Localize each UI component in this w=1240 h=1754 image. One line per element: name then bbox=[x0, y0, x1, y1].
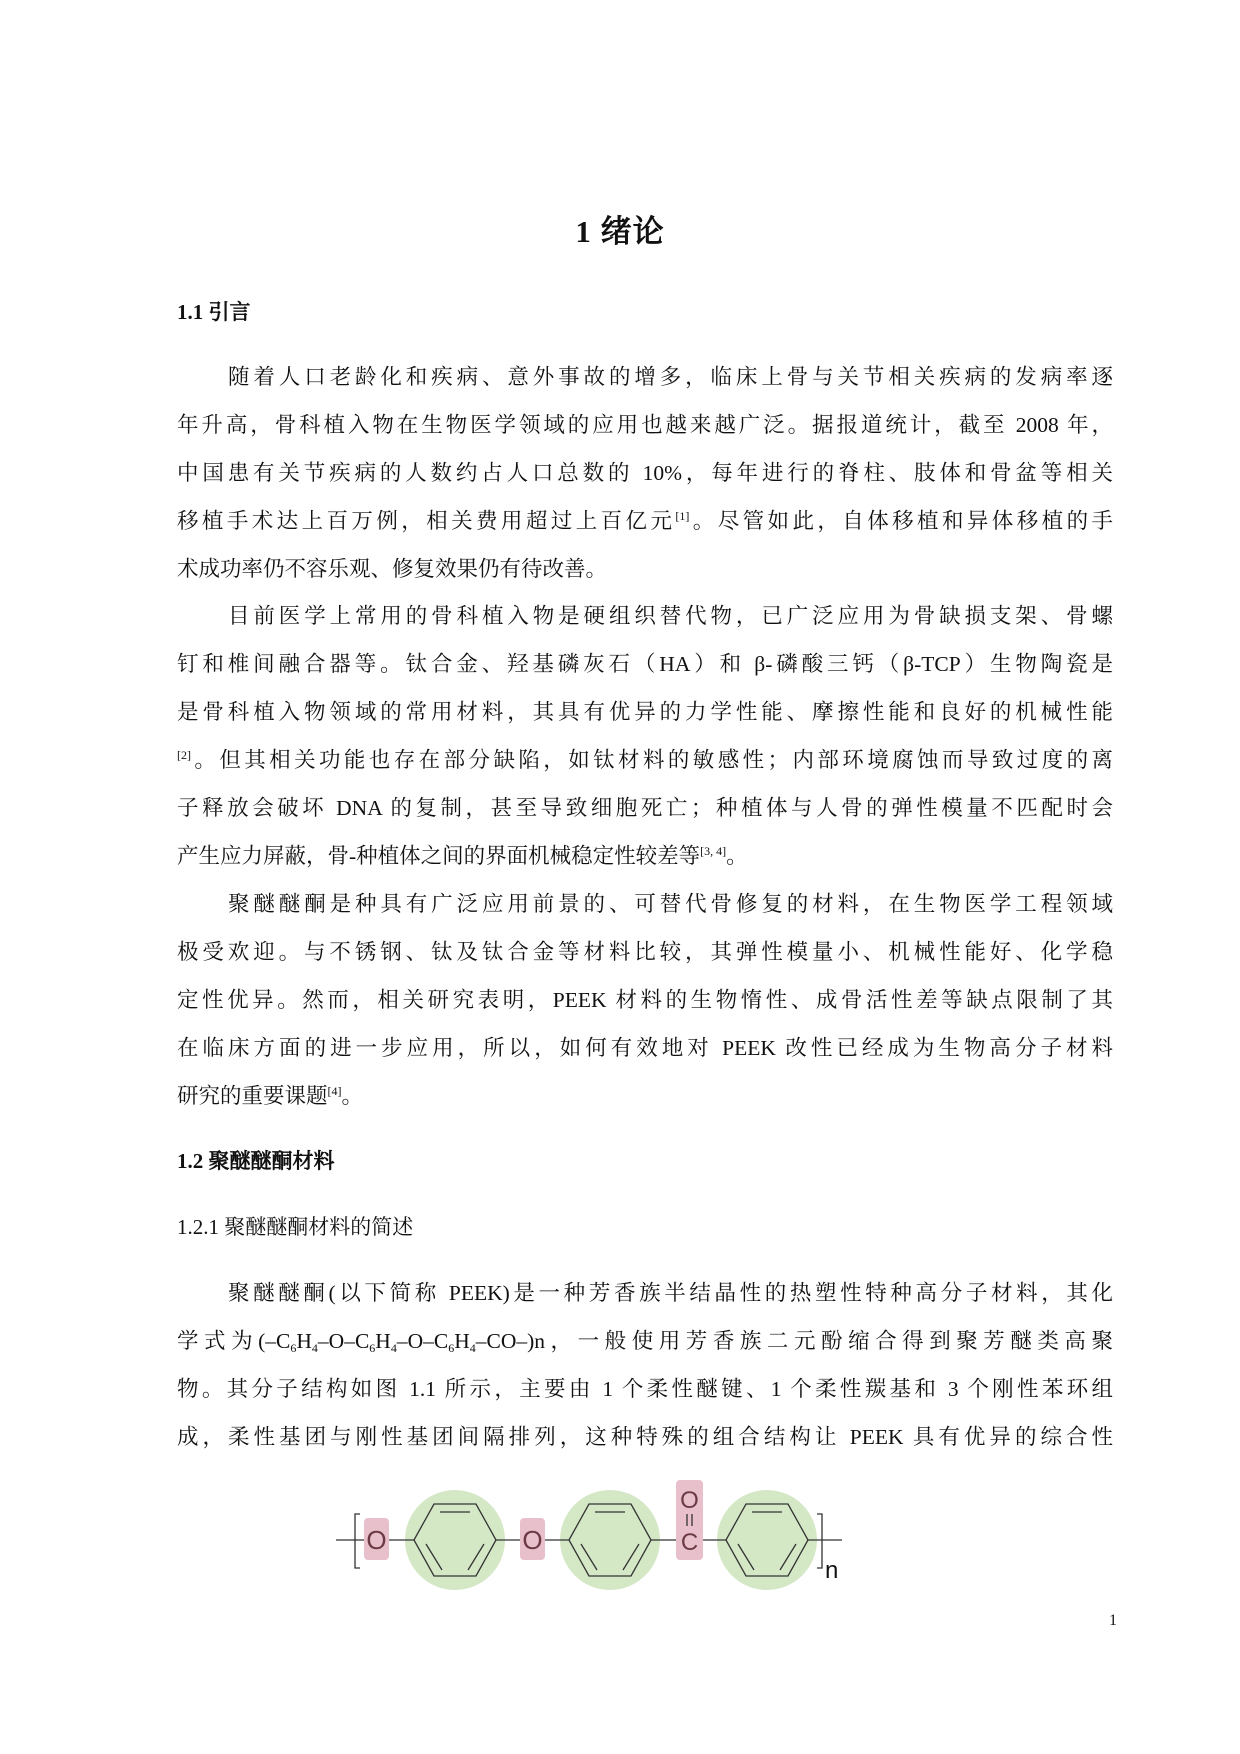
text-line bbox=[177, 1079, 1113, 1110]
carbonyl-oxygen-atom: O bbox=[680, 1487, 699, 1514]
peek-structure-figure bbox=[330, 1460, 930, 1600]
carbonyl-carbon-atom: C bbox=[680, 1529, 699, 1556]
text-span: –O–C bbox=[317, 1329, 370, 1353]
text-line: 成，柔性基团与刚性基团间隔排列，这种特殊的组合结构让 PEEK 具有优异的综合性 bbox=[177, 1425, 1113, 1449]
text-line: 是骨科植入物领域的常用材料，其具有优异的力学性能、摩擦性能和良好的机械性能 bbox=[177, 700, 1113, 724]
text-line bbox=[177, 504, 1113, 535]
text-span: H bbox=[375, 1329, 391, 1353]
text-span: –O–C bbox=[396, 1329, 449, 1353]
chapter-title: 1 绪论 bbox=[575, 214, 665, 249]
citation: [2] bbox=[177, 748, 191, 762]
page-number: 1 bbox=[1109, 1612, 1117, 1629]
text-line: 中国患有关节疾病的人数约占人口总数的 10%，每年进行的脊柱、肢体和骨盆等相关 bbox=[177, 461, 1113, 485]
text-line: 物。其分子结构如图 1.1 所示，主要由 1 个柔性醚键、1 个柔性羰基和 3 个刚性苯环组 bbox=[177, 1377, 1113, 1401]
text-line: 随着人口老龄化和疾病、意外事故的增多，临床上骨与关节相关疾病的发病率逐 bbox=[228, 365, 1113, 389]
text-line: 在临床方面的进一步应用，所以，如何有效地对 PEEK 改性已经成为生物高分子材料 bbox=[177, 1036, 1113, 1060]
text-line bbox=[177, 839, 1113, 870]
section-heading-1-1: 1.1 引言 bbox=[177, 300, 251, 324]
ether-oxygen-atom: O bbox=[522, 1525, 543, 1555]
section-heading-1-2: 1.2 聚醚醚酮材料 bbox=[177, 1149, 335, 1173]
text-span: 学式为(–C bbox=[177, 1329, 291, 1353]
subscript: 4 bbox=[390, 1341, 397, 1355]
text-line: 目前医学上常用的骨科植入物是硬组织替代物，已广泛应用为骨缺损支架、骨螺 bbox=[228, 604, 1113, 628]
text-line: 子释放会破坏 DNA 的复制，甚至导致细胞死亡；种植体与人骨的弹性模量不匹配时会 bbox=[177, 796, 1113, 820]
text-line: 钉和椎间融合器等。钛合金、羟基磷灰石（HA）和 β-磷酸三钙（β-TCP）生物陶瓷是 bbox=[177, 652, 1113, 676]
text-span: H bbox=[296, 1329, 312, 1353]
text-span: 。 bbox=[341, 1084, 364, 1108]
text-line bbox=[177, 743, 1113, 774]
subsection-heading-1-2-1: 1.2.1 聚醚醚酮材料的简述 bbox=[177, 1215, 414, 1239]
subscript: 6 bbox=[290, 1341, 297, 1355]
citation: [1] bbox=[675, 509, 690, 523]
text-span: 产生应力屏蔽，骨-种植体之间的界面机械稳定性较差等 bbox=[177, 844, 701, 868]
text-span: 。但其相关功能也存在部分缺陷，如钛材料的敏感性；内部环境腐蚀而导致过度的离 bbox=[191, 748, 1113, 772]
rigid-ring-highlight bbox=[560, 1490, 660, 1590]
subscript: 6 bbox=[448, 1341, 455, 1355]
rigid-ring-highlight bbox=[717, 1490, 817, 1590]
repeat-unit-n: n bbox=[825, 1557, 839, 1584]
text-span: 移植手术达上百万例，相关费用超过上百亿元 bbox=[177, 509, 676, 533]
subscript: 6 bbox=[369, 1341, 376, 1355]
subscript: 4 bbox=[469, 1341, 476, 1355]
text-line: 极受欢迎。与不锈钢、钛及钛合金等材料比较，其弹性模量小、机械性能好、化学稳 bbox=[177, 940, 1113, 964]
text-line: 年升高，骨科植入物在生物医学领域的应用也越来越广泛。据报道统计，截至 2008 年， bbox=[177, 413, 1113, 437]
text-span: H bbox=[454, 1329, 470, 1353]
text-line: 术成功率仍不容乐观、修复效果仍有待改善。 bbox=[177, 557, 608, 581]
citation: [3, 4] bbox=[700, 844, 727, 858]
text-span: 。尽管如此，自体移植和异体移植的手 bbox=[689, 509, 1113, 533]
text-line: 定性优异。然而，相关研究表明，PEEK 材料的生物惰性、成骨活性差等缺点限制了其 bbox=[177, 988, 1113, 1012]
chemical-formula-line bbox=[177, 1324, 1113, 1355]
text-span: –CO–)n，一般使用芳香族二元酚缩合得到聚芳醚类高聚 bbox=[475, 1329, 1113, 1353]
molecule-diagram bbox=[330, 1460, 930, 1600]
text-span: 研究的重要课题 bbox=[177, 1084, 328, 1108]
ether-oxygen-atom: O bbox=[366, 1525, 387, 1555]
citation: [4] bbox=[327, 1084, 342, 1098]
rigid-ring-highlight bbox=[405, 1490, 505, 1590]
subscript: 4 bbox=[311, 1341, 318, 1355]
text-span: 。 bbox=[726, 844, 748, 868]
text-line: 聚醚醚酮是种具有广泛应用前景的、可替代骨修复的材料，在生物医学工程领域 bbox=[228, 892, 1113, 916]
text-line: 聚醚醚酮(以下简称 PEEK)是一种芳香族半结晶性的热塑性特种高分子材料，其化 bbox=[228, 1281, 1113, 1305]
